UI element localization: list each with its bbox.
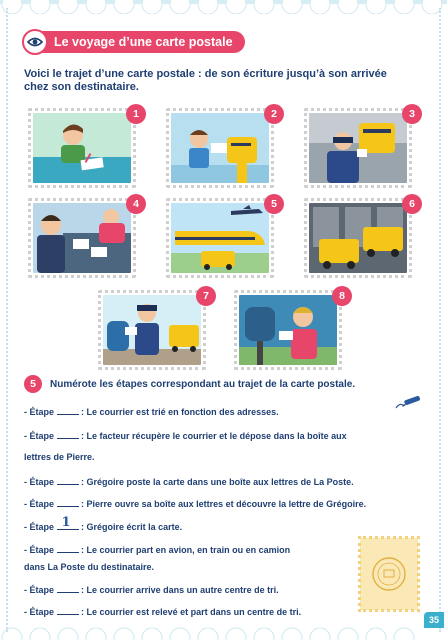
- image-number-6: 6: [402, 194, 422, 214]
- step-answer-blank[interactable]: [57, 498, 79, 507]
- step-text: : Le courrier est trié en fonction des adresses.: [81, 407, 279, 417]
- page-title: Le voyage d’une carte postale: [40, 31, 245, 53]
- step-answer-blank[interactable]: [57, 584, 79, 593]
- stamp-image-1: [30, 108, 139, 186]
- step-text: : Pierre ouvre sa boîte aux lettres et découvre la lettre de Grégoire.: [81, 499, 367, 509]
- step-text-continued: lettres de Pierre.: [24, 452, 95, 462]
- step-text: : Le facteur récupère le courrier et le dépose dans la boîte aux: [81, 431, 347, 441]
- intro-line-2: chez son destinataire.: [24, 81, 139, 93]
- step-prefix: - Étape: [24, 585, 55, 595]
- intro-text: [24, 68, 424, 94]
- step-prefix: - Étape: [24, 607, 55, 617]
- decorative-postage-stamp: [360, 538, 418, 610]
- step-text: : Le courrier part en avion, en train ou en camion: [81, 545, 291, 555]
- step-prefix: - Étape: [24, 499, 55, 509]
- image-number-3: 3: [402, 104, 422, 124]
- step-2: [24, 430, 347, 441]
- eye-icon: [22, 29, 48, 55]
- step-answer-blank[interactable]: [57, 476, 79, 485]
- page-number: 35: [424, 612, 444, 628]
- question-text: Numérote les étapes correspondant au trajet de la carte postale.: [50, 378, 356, 390]
- image-number-7: 7: [196, 286, 216, 306]
- intro-line-1: Voici le trajet d’une carte postale : de son écriture jusqu’à son arrivée: [24, 68, 387, 80]
- stamp-image-8: [236, 290, 345, 368]
- step-prefix: - Étape: [24, 545, 55, 555]
- step-text: : Grégoire poste la carte dans une boîte aux lettres de La Poste.: [81, 477, 354, 487]
- stamp-image-4: [30, 198, 139, 276]
- section-header: [22, 30, 245, 54]
- question-number: 5: [24, 375, 42, 393]
- image-number-5: 5: [264, 194, 284, 214]
- step-3: [24, 476, 354, 487]
- step-2-continued: [24, 452, 95, 462]
- step-text: : Le courrier est relevé et part dans un centre de tri.: [81, 607, 302, 617]
- step-answer-blank[interactable]: [57, 406, 79, 415]
- step-answer-blank[interactable]: [57, 430, 79, 439]
- step-prefix: - Étape: [24, 522, 55, 532]
- step-4: [24, 498, 366, 509]
- step-text-continued: dans La Poste du destinataire.: [24, 562, 155, 572]
- step-5: [24, 515, 183, 532]
- step-6-continued: [24, 562, 154, 572]
- question-header: [24, 375, 355, 393]
- stamp-image-3: [306, 108, 415, 186]
- step-6: [24, 544, 290, 555]
- image-number-2: 2: [264, 104, 284, 124]
- stamp-image-7: [100, 290, 209, 368]
- step-answer-blank[interactable]: [57, 544, 79, 553]
- image-number-1: 1: [126, 104, 146, 124]
- step-prefix: - Étape: [24, 431, 55, 441]
- step-text: : Grégoire écrit la carte.: [81, 522, 183, 532]
- step-answer-blank[interactable]: 1: [57, 521, 79, 530]
- step-prefix: - Étape: [24, 407, 55, 417]
- image-number-8: 8: [332, 286, 352, 306]
- step-text: : Le courrier arrive dans un autre centre de tri.: [81, 585, 279, 595]
- stamp-image-5: [168, 198, 277, 276]
- step-prefix: - Étape: [24, 477, 55, 487]
- step-answer-blank[interactable]: [57, 606, 79, 615]
- step-1: [24, 406, 279, 417]
- step-8: [24, 606, 301, 617]
- step-7: [24, 584, 279, 595]
- stamp-image-2: [168, 108, 277, 186]
- stamp-image-6: [306, 198, 415, 276]
- pen-icon: [394, 394, 424, 410]
- image-number-4: 4: [126, 194, 146, 214]
